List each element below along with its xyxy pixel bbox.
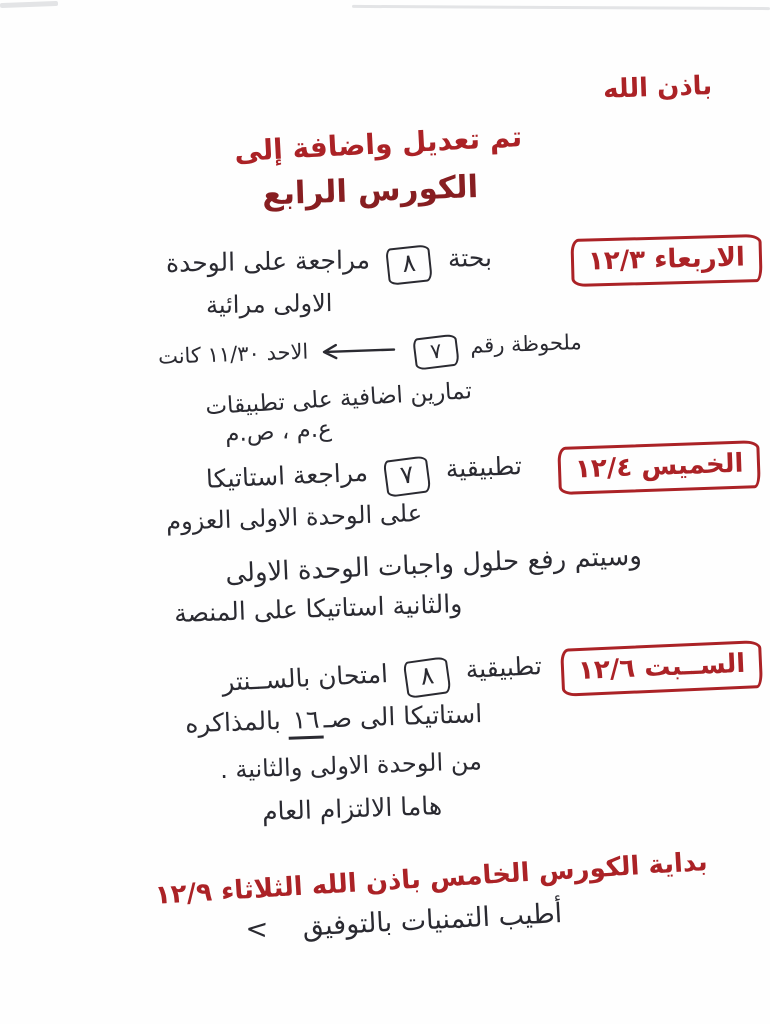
saturday-desc-line1: امتحان بالســنتر bbox=[221, 659, 389, 697]
wednesday-session-number-box: ٨ bbox=[385, 244, 433, 285]
left-arrow-icon bbox=[320, 340, 397, 361]
saturday-session-line bbox=[221, 652, 543, 706]
thursday-session-number-box: ٧ bbox=[383, 455, 431, 497]
footer-next-course-line: بداية الكورس الخامس باذن الله الثلاثاء ١٢/٩ bbox=[154, 847, 709, 911]
note-label: ملحوظة رقم bbox=[470, 330, 583, 358]
wednesday-note-line bbox=[158, 330, 583, 378]
saturday-day-frame bbox=[560, 640, 763, 697]
note-rest: الاحد ١١/٣٠ كانت bbox=[157, 339, 309, 369]
thursday-session-line bbox=[205, 452, 522, 503]
saturday-day-label: الســبت ١٢/٦ bbox=[577, 648, 746, 687]
scan-streak-top-left bbox=[0, 1, 58, 8]
thursday-session-type: تطبيقية bbox=[445, 451, 523, 484]
footer-wishes-line bbox=[245, 898, 563, 946]
wednesday-session-line bbox=[166, 244, 493, 287]
header-modified-line: تم تعديل واضافة إلى bbox=[233, 120, 523, 169]
thursday-day-frame bbox=[557, 440, 761, 495]
page-number-underlined: ١٦ bbox=[288, 705, 324, 740]
thursday-extra-line2: والثانية استاتيكا على المنصة bbox=[173, 589, 463, 629]
wednesday-desc-line2: الاولى مرائية bbox=[205, 289, 333, 320]
left-angle-end-mark: < bbox=[244, 913, 269, 946]
wednesday-day-label: الاربعاء ١٢/٣ bbox=[587, 242, 746, 277]
saturday-desc-line4: هاما الالتزام العام bbox=[261, 791, 443, 827]
wednesday-desc-line1: مراجعة على الوحدة bbox=[165, 245, 371, 278]
wednesday-day-frame bbox=[571, 234, 763, 287]
saturday-desc-line2-suffix: بالمذاكره bbox=[184, 706, 281, 739]
thursday-extra-line1: وسيتم رفع حلول واجبات الوحدة الاولى bbox=[224, 541, 643, 590]
thursday-desc-line2: على الوحدة الاولى العزوم bbox=[165, 499, 423, 536]
note-number-box: ٧ bbox=[412, 334, 460, 371]
scan-streak-top-right bbox=[352, 5, 770, 10]
saturday-session-number-box: ٨ bbox=[403, 656, 452, 699]
header-bismillah: باذن الله bbox=[602, 71, 713, 105]
wednesday-note-line3: ع.م ، ص.م bbox=[224, 416, 333, 448]
header-course-title: الكورس الرابع bbox=[261, 169, 479, 213]
wednesday-note-line2: تمارين اضافية على تطبيقات bbox=[204, 378, 473, 421]
wednesday-session-type: بحتة bbox=[447, 243, 493, 273]
saturday-desc-line3: من الوحدة الاولى والثانية . bbox=[219, 747, 483, 785]
footer-wishes-text: أطيب التمنيات بالتوفيق bbox=[301, 898, 563, 943]
saturday-session-type: تطبيقية bbox=[464, 651, 543, 684]
thursday-desc-line1: مراجعة استاتيكا bbox=[205, 457, 369, 494]
saturday-desc-line2-prefix: استاتيكا الى صـ bbox=[322, 699, 483, 734]
thursday-day-label: الخميس ١٢/٤ bbox=[574, 448, 744, 485]
